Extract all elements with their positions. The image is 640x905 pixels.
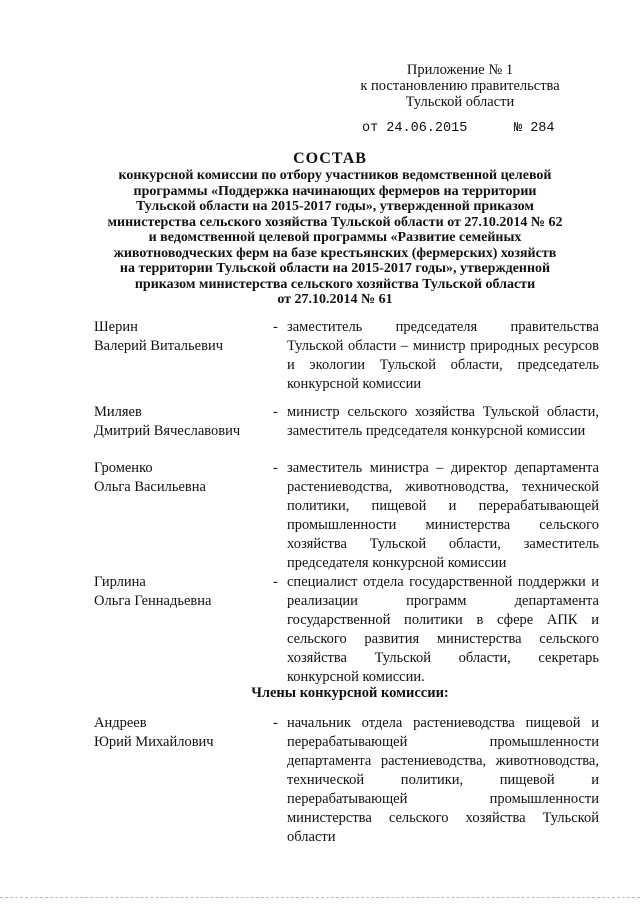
member-name — [94, 573, 264, 611]
member-name — [94, 459, 264, 497]
member-given-names: Дмитрий Вячеславович — [94, 423, 241, 439]
member-name — [94, 714, 264, 752]
subtitle-line: конкурсной комиссии по отбору участников ведомственной целевой — [118, 168, 552, 183]
member-surname: Гирлина — [94, 574, 146, 590]
member-role: министр сельского хозяйства Тульской области, заместитель председателя конкурсной комиссии — [287, 404, 599, 439]
member-dash: - — [273, 715, 278, 731]
member-dash: - — [273, 319, 278, 335]
decree-date: от 24.06.2015 — [362, 121, 468, 136]
member-surname: Андреев — [94, 715, 147, 731]
appendix-number: Приложение № 1 — [406, 62, 514, 78]
member-dash: - — [273, 574, 278, 590]
subtitle-line: на территории Тульской области на 2015-2017 годы», утвержденной — [119, 261, 551, 276]
member-role: начальник отдела растениеводства пищевой и перерабатывающей промышленности департамента растениеводства, животноводства, технической политики, пищевой и перерабатывающей промышленности министерства сельского хозяйства Тульской области — [287, 715, 599, 845]
member-name — [94, 403, 264, 441]
appendix-reference: к постановлению правительства — [360, 78, 560, 94]
appendix-header — [330, 62, 590, 110]
subtitle-line: от 27.10.2014 № 61 — [277, 292, 393, 307]
subtitle-line: приказом министерства сельского хозяйства Тульской области — [134, 276, 536, 292]
member-surname: Шерин — [94, 319, 138, 335]
member-name — [94, 318, 264, 356]
scan-edge-divider — [0, 897, 640, 898]
members-heading: Члены конкурсной комиссии: — [251, 685, 449, 701]
member-given-names: Ольга Васильевна — [94, 479, 206, 495]
document-subtitle — [72, 168, 598, 308]
decree-number: № 284 — [514, 121, 555, 136]
member-given-names: Юрий Михайлович — [94, 734, 214, 750]
member-surname: Громенко — [94, 460, 153, 476]
member-role: специалист отдела государственной поддержки и реализации программ департамента государственной политики в сфере АПК и сельского развития министерства сельского хозяйства Тульской области, секретарь конкурсной комиссии. — [287, 574, 599, 685]
member-given-names: Ольга Геннадьевна — [94, 593, 212, 609]
member-dash: - — [273, 404, 278, 420]
subtitle-line: и ведомственной целевой программы «Развитие семейных — [148, 230, 522, 245]
document-title: СОСТАВ — [293, 150, 367, 167]
member-given-names: Валерий Витальевич — [94, 338, 223, 354]
appendix-region: Тульской области — [405, 94, 515, 110]
member-role: заместитель министра – директор департамента растениеводства, животноводства, технической политики, пищевой и перерабатывающей промышленности министерства сельского хозяйства Тульской области, заместитель председателя конкурсной комиссии — [287, 460, 599, 571]
member-dash: - — [273, 460, 278, 476]
member-surname: Миляев — [94, 404, 142, 420]
member-role: заместитель председателя правительства Тульской области – министр природных ресурсов и экологии Тульской области, председатель конкурсной комиссии — [287, 319, 599, 392]
subtitle-line: министерства сельского хозяйства Тульской области от 27.10.2014 № 62 — [107, 214, 563, 230]
subtitle-line: животноводческих ферм на базе крестьянских (фермерских) хозяйств — [113, 245, 557, 261]
subtitle-line: программы «Поддержка начинающих фермеров на территории — [133, 183, 537, 199]
subtitle-line: Тульской области на 2015-2017 годы», утвержденной приказом — [136, 199, 534, 214]
